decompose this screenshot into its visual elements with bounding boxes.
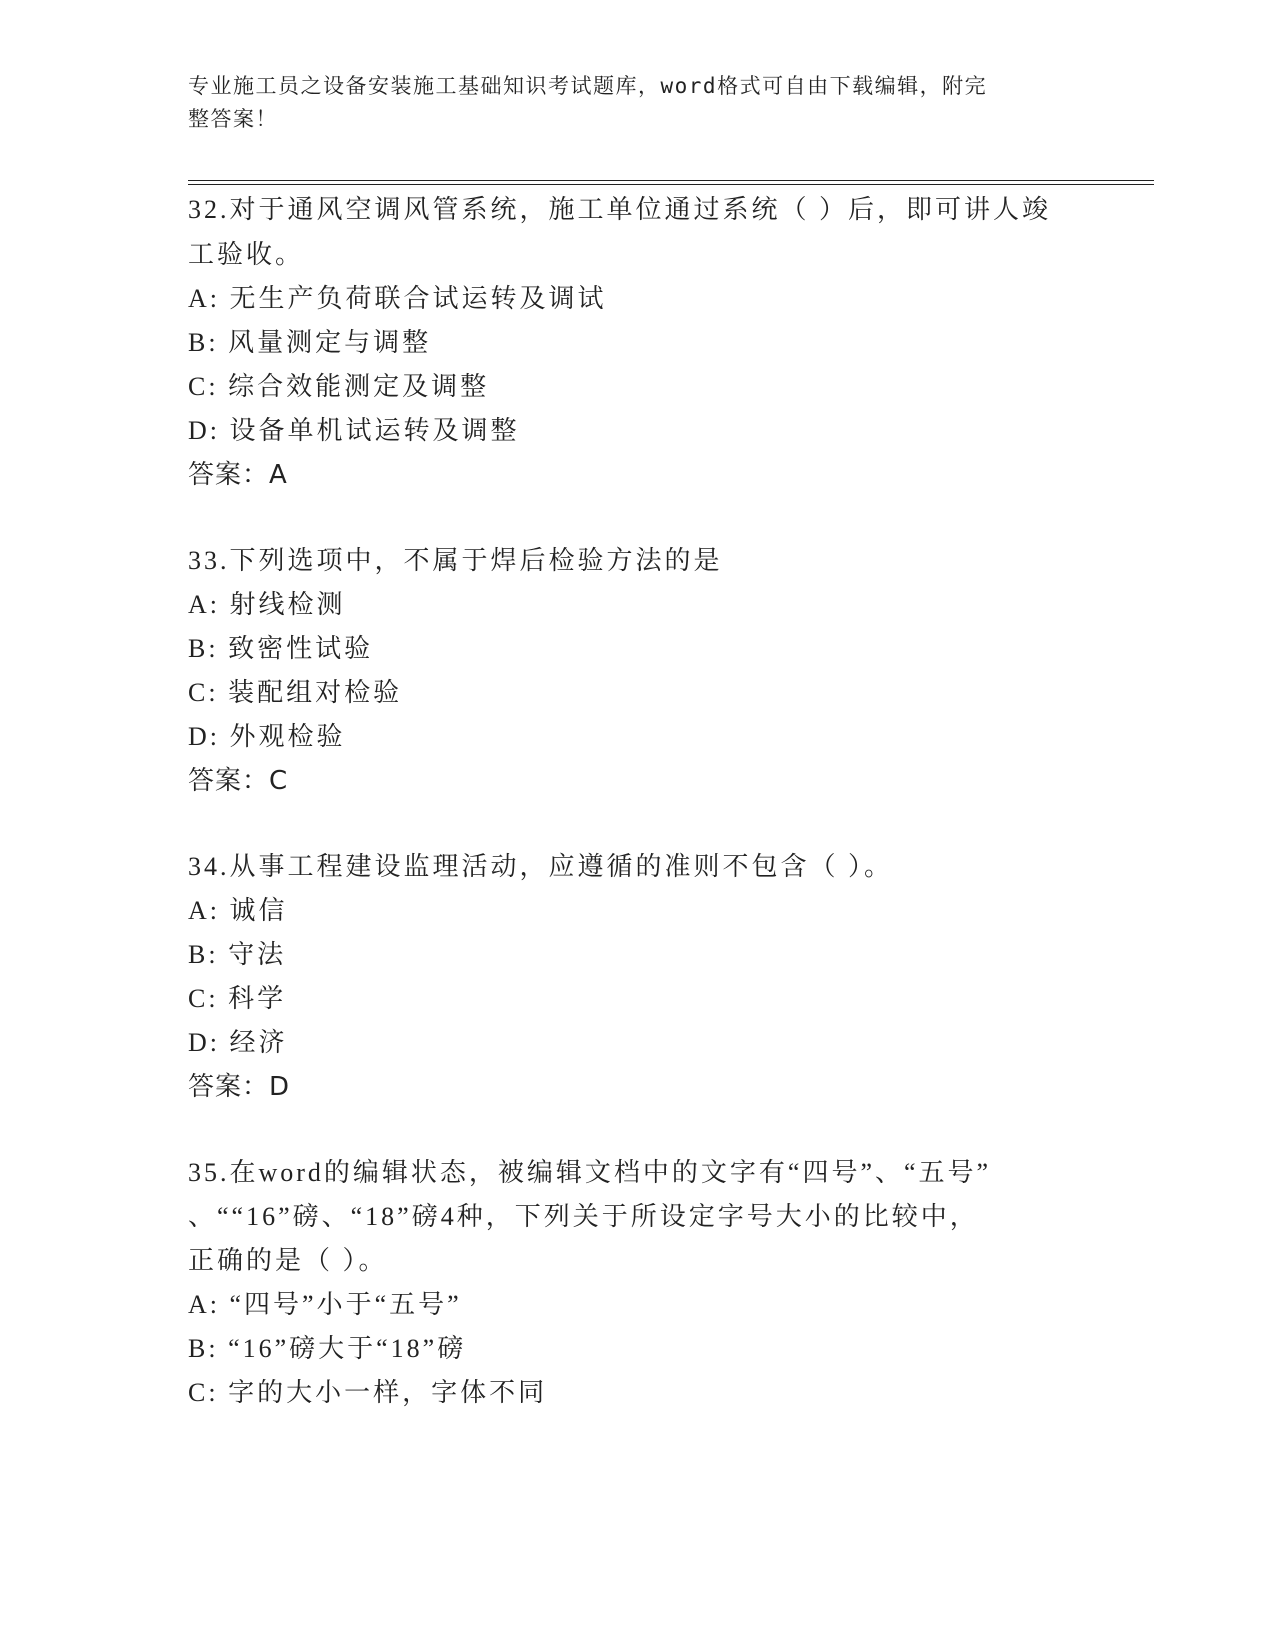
answer-label: 答案：D bbox=[188, 1072, 291, 1102]
question-stem-line: 33.下列选项中，不属于焊后检验方法的是 bbox=[188, 546, 723, 575]
question-stem-line: 35.在word的编辑状态，被编辑文档中的文字有“四号”、“五号” bbox=[188, 1158, 992, 1187]
question-stem-line: 正确的是（ ）。 bbox=[188, 1246, 388, 1275]
option-b: B: “16”磅大于“18”磅 bbox=[188, 1334, 467, 1363]
option-a: A: 射线检测 bbox=[188, 590, 346, 619]
option-a: A: “四号”小于“五号” bbox=[188, 1290, 462, 1319]
option-d: D: 经济 bbox=[188, 1028, 288, 1057]
option-c: C: 综合效能测定及调整 bbox=[188, 372, 490, 401]
question-stem-line: 34.从事工程建设监理活动，应遵循的准则不包含（ ）。 bbox=[188, 852, 894, 881]
option-b: B: 守法 bbox=[188, 940, 287, 969]
answer-label: 答案：C bbox=[188, 766, 289, 796]
question-stem-line: 工验收。 bbox=[188, 240, 305, 269]
answer-label: 答案：A bbox=[188, 460, 288, 490]
option-d: D: 设备单机试运转及调整 bbox=[188, 416, 520, 445]
header-line-1: 专业施工员之设备安装施工基础知识考试题库，word格式可自由下载编辑，附完 bbox=[188, 74, 988, 98]
option-d: D: 外观检验 bbox=[188, 722, 346, 751]
option-b: B: 风量测定与调整 bbox=[188, 328, 432, 357]
header-line-2: 整答案！ bbox=[188, 107, 278, 131]
option-b: B: 致密性试验 bbox=[188, 634, 374, 663]
header-divider-bottom bbox=[188, 184, 1154, 185]
option-a: A: 诚信 bbox=[188, 896, 288, 925]
header-divider-top bbox=[188, 180, 1154, 181]
option-a: A: 无生产负荷联合试运转及调试 bbox=[188, 284, 607, 313]
option-c: C: 字的大小一样，字体不同 bbox=[188, 1378, 548, 1407]
question-stem-line: 、““16”磅、“18”磅4种，下列关于所设定字号大小的比较中， bbox=[188, 1202, 979, 1231]
option-c: C: 科学 bbox=[188, 984, 287, 1013]
document-header bbox=[188, 70, 1068, 136]
question-stem-line: 32.对于通风空调风管系统，施工单位通过系统（ ）后，即可讲人竣 bbox=[188, 195, 1052, 224]
option-c: C: 装配组对检验 bbox=[188, 678, 403, 707]
